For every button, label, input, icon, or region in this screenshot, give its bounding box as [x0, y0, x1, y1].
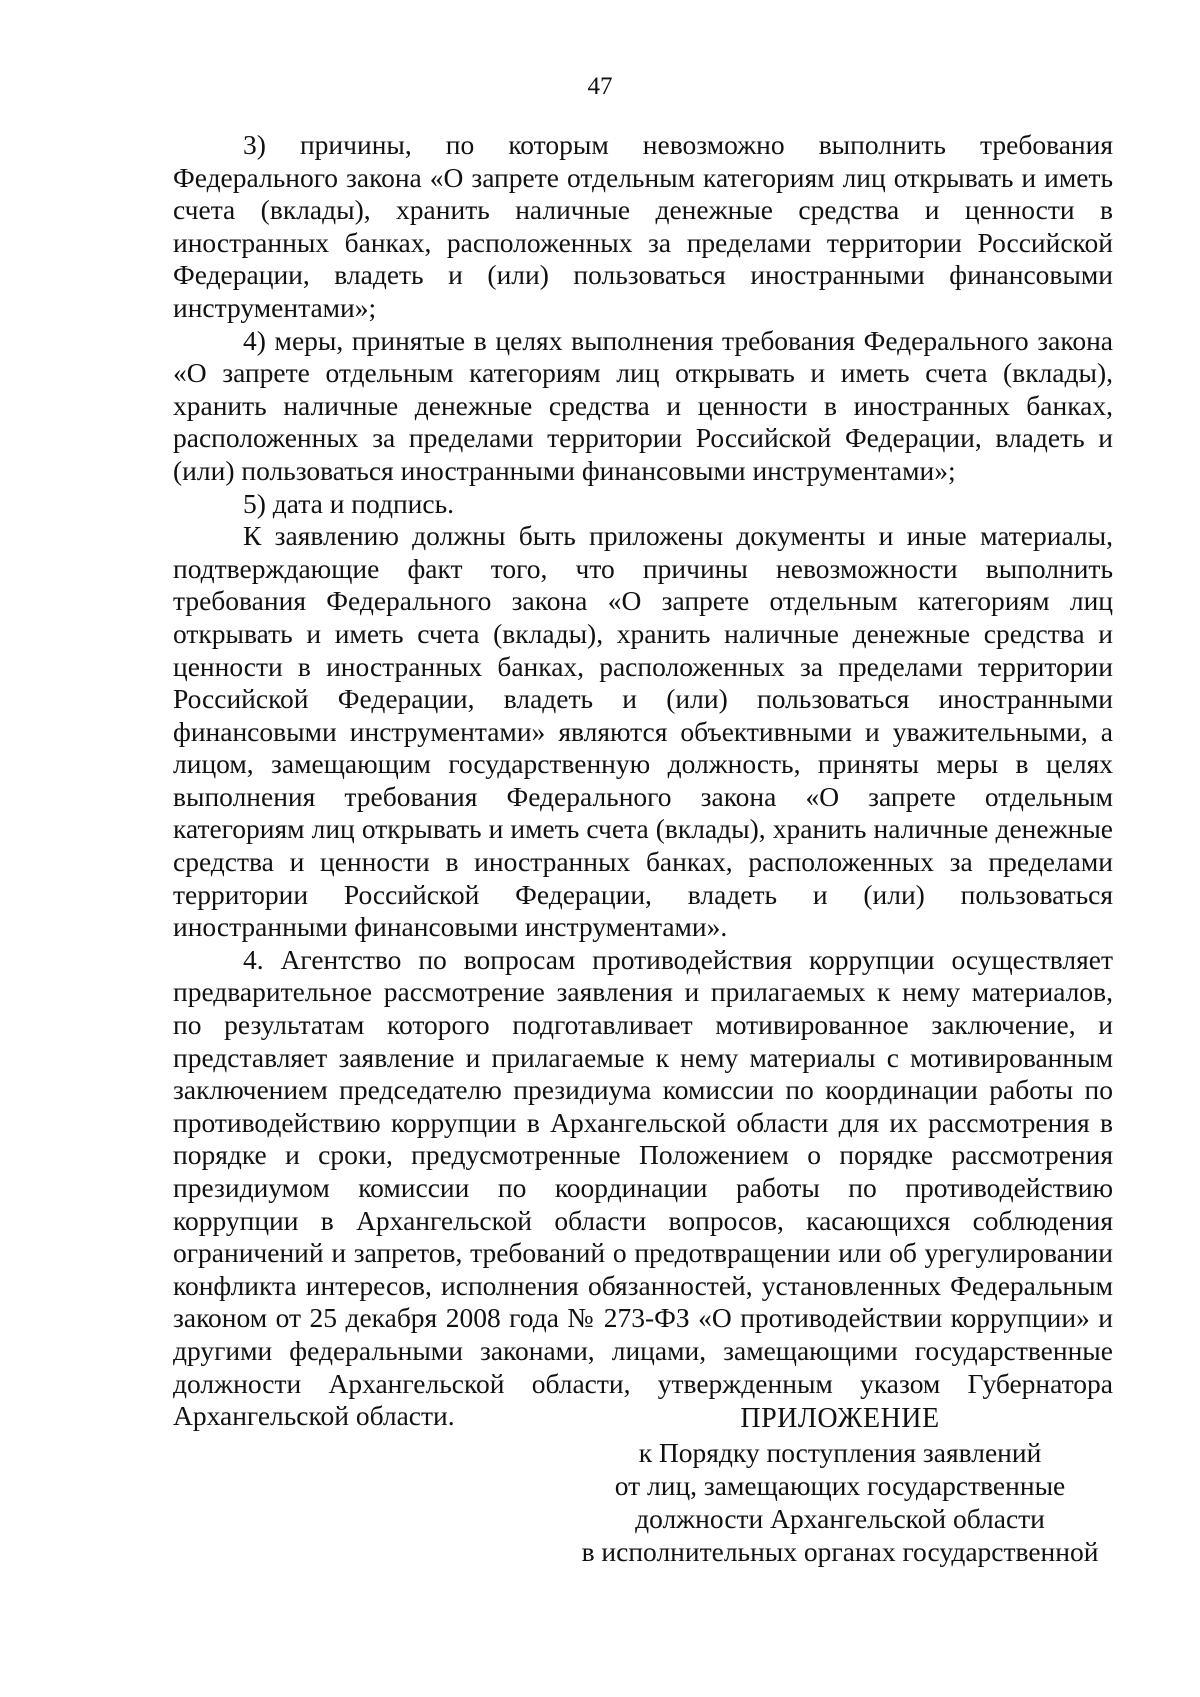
paragraph-item-4: 4) меры, принятые в целях выполнения требования Федерального закона «О запрете отдельным категориям лиц открывать и иметь счета (вклады), хранить наличные денежные средства и ценности в иностранных банках, расположенных за пределами территории Российской Федерации, владеть и (или) пользоваться иностранными финансовыми инструментами»; — [173, 324, 1113, 486]
appendix-line: к Порядку поступления заявлений — [638, 1437, 1042, 1468]
document-body — [173, 129, 1113, 1433]
paragraph-attachments: К заявлению должны быть приложены документы и иные материалы, подтверждающие факт того, что причины невозможности выполнить требования Федерального закона «О запрете отдельным категориям лиц открывать и иметь счета (вклады), хранить наличные денежные средства и ценности в иностранных банках, расположенных за пределами территории Российской Федерации, владеть и (или) пользоваться иностранными финансовыми инструментами» являются объективными и уважительными, а лицом, замещающим государственную должность, приняты меры в целях выполнения требования Федерального закона «О запрете отдельным категориям лиц открывать и иметь счета (вклады), хранить наличные денежные средства и ценности в иностранных банках, расположенных за пределами территории Российской Федерации, владеть и (или) пользоваться иностранными финансовыми инструментами». — [173, 520, 1113, 943]
paragraph-section-4: 4. Агентство по вопросам противодействия коррупции осуществляет предварительное рассмотрение заявления и прилагаемых к нему материалов, по результатам которого подготавливает мотивированное заключение, и представляет заявление и прилагаемые к нему материалы с мотивированным заключением председателю президиума комиссии по координации работы по противодействию коррупции в Архангельской области для их рассмотрения в порядке и сроки, предусмотренные Положением о порядке рассмотрения президиумом комиссии по координации работы по противодействию коррупции в Архангельской области вопросов, касающихся соблюдения ограничений и запретов, требований о предотвращении или об урегулировании конфликта интересов, исполнения обязанностей, установленных Федеральным законом от 25 декабря 2008 года № 273-ФЗ «О противодействии коррупции» и другими федеральными законами, лицами, замещающими государственные должности Архангельской области, утвержденным указом Губернатора Архангельской области. — [173, 943, 1113, 1432]
page-number: 47 — [587, 73, 613, 100]
appendix-title: ПРИЛОЖЕНИЕ — [740, 1403, 940, 1434]
paragraph-item-5: 5) дата и подпись. — [243, 487, 455, 519]
appendix-header — [560, 1402, 1120, 1568]
paragraph-item-3: 3) причины, по которым невозможно выполнить требования Федерального закона «О запрете отдельным категориям лиц открывать и иметь счета (вклады), хранить наличные денежные средства и ценности в иностранных банках, расположенных за пределами территории Российской Федерации, владеть и (или) пользоваться иностранными финансовыми инструментами»; — [173, 129, 1113, 323]
appendix-line: в исполнительных органах государственной — [581, 1536, 1099, 1567]
appendix-line: от лиц, замещающих государственные — [614, 1470, 1066, 1501]
appendix-line: должности Архангельской области — [635, 1503, 1045, 1534]
